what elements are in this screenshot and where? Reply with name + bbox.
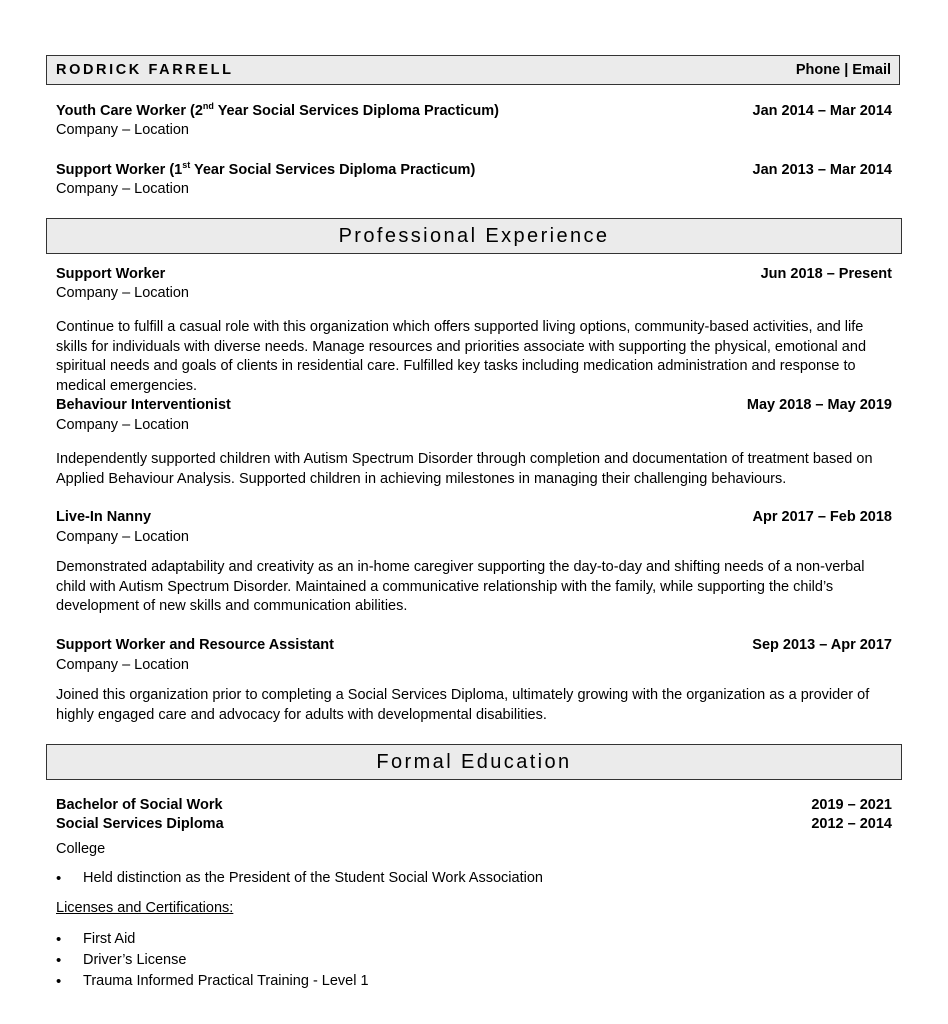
list-item: • First Aid <box>56 929 856 950</box>
licenses-heading: Licenses and Certifications: <box>56 900 234 916</box>
practicum-1-title: Youth Care Worker (2nd Year Social Services Diploma Practicum) <box>56 101 499 119</box>
practicum-1-company: Company – Location <box>56 122 189 138</box>
job-2-description: Independently supported children with Autism Spectrum Disorder through completion and documentation of treatment based on Applied Behaviour Analysis. Supported children in achieving milestones in managing their challenging behaviours. <box>56 451 873 487</box>
job-4-dates: Sep 2013 – Apr 2017 <box>752 637 892 653</box>
practicum-2-company: Company – Location <box>56 181 189 197</box>
section-heading-experience: Professional Experience <box>46 218 902 254</box>
job-1-title: Support Worker <box>56 266 166 282</box>
contact-info: Phone | Email <box>795 62 891 78</box>
name-header-bar <box>46 55 900 85</box>
job-1-company: Company – Location <box>56 285 189 301</box>
job-4-title: Support Worker and Resource Assistant <box>56 637 334 653</box>
job-2-title: Behaviour Interventionist <box>56 397 231 413</box>
practicum-2-header <box>56 161 892 180</box>
job-3-description: Demonstrated adaptability and creativity as an in-home caregiver supporting the day-to-day and shifting needs of a non-verbal child with Autism Spectrum Disorder. Maintained a communicative relationship with the family, while supporting the child’s development of new skills and communication abilities. <box>56 559 865 615</box>
list-item: • Driver’s License <box>56 950 856 971</box>
job-3-dates: Apr 2017 – Feb 2018 <box>752 509 892 525</box>
achievements-list <box>56 868 856 889</box>
practicum-2-title: Support Worker (1st Year Social Services Diploma Practicum) <box>56 160 476 178</box>
list-item: • Trauma Informed Practical Training - Level 1 <box>56 971 856 992</box>
practicum-1-dates: Jan 2014 – Mar 2014 <box>752 103 892 119</box>
section-heading-education: Formal Education <box>46 744 902 780</box>
job-1-header <box>56 265 892 284</box>
degree-1-dates: 2019 – 2021 <box>811 797 892 813</box>
licenses-list <box>56 929 856 992</box>
job-3-title: Live-In Nanny <box>56 509 152 525</box>
degree-2-dates: 2012 – 2014 <box>811 816 892 832</box>
practicum-1-header <box>56 102 892 121</box>
job-4-company: Company – Location <box>56 657 189 673</box>
list-item: • Held distinction as the President of the Student Social Work Association <box>56 868 856 889</box>
job-2-header <box>56 396 892 415</box>
job-3-header <box>56 508 892 527</box>
practicum-2-dates: Jan 2013 – Mar 2014 <box>752 162 892 178</box>
degree-1 <box>56 796 892 815</box>
job-4-header <box>56 636 892 655</box>
job-2-company: Company – Location <box>56 417 189 433</box>
job-2-dates: May 2018 – May 2019 <box>746 397 892 413</box>
job-4-description: Joined this organization prior to completing a Social Services Diploma, ultimately growing with the organization as a provider of highly engaged care and advocacy for adults with developmental disabilities. <box>56 687 870 723</box>
school-name: College <box>56 841 106 857</box>
job-1-dates: Jun 2018 – Present <box>760 266 892 282</box>
degree-2-title: Social Services Diploma <box>56 816 224 832</box>
candidate-name: RODRICK FARRELL <box>56 62 234 78</box>
job-1-description: Continue to fulfill a casual role with this organization which offers supported living options, community-based activities, and life skills for individuals with diverse needs. Manage resources and priorities associate with supporting the physical, emotional and spiritual needs and goals of clients in residential care. Fulfilled key tasks including medication administration and response to medical emergencies. <box>56 319 867 394</box>
job-3-company: Company – Location <box>56 529 189 545</box>
degree-2 <box>56 815 892 834</box>
degree-1-title: Bachelor of Social Work <box>56 797 223 813</box>
